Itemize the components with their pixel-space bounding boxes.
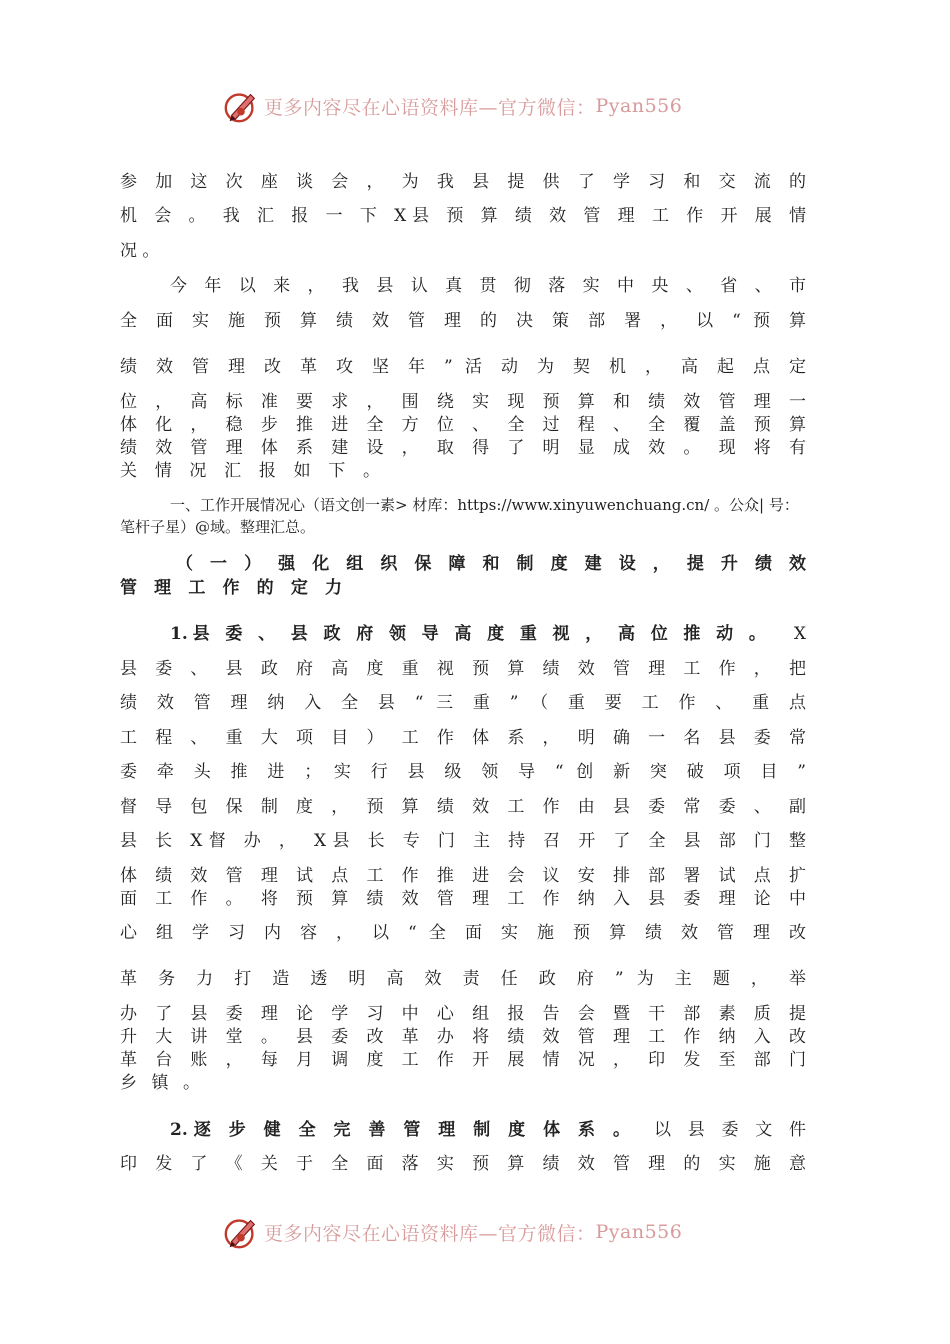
section-title-1: 一、工作开展情况心（语文创一素> 材库：https://www.xinyuwenchuang.cn/ 。公众| 号：	[170, 496, 799, 514]
text-line: 绩 效 管 理 纳 入 全 县 “ 三 重 ” （ 重 要 工 作 、 重 点	[120, 693, 806, 713]
text-line: 县 长 X督 办 ， X县 长 专 门 主 持 召 开 了 全 县 部 门 整	[120, 831, 806, 851]
para-2-lead	[170, 1119, 806, 1141]
text-line: 绩 效 管 理 体 系 建 设 ， 取 得 了 明 显 成 效 。 现 将 有	[120, 438, 806, 458]
pen-logo-icon	[222, 87, 260, 125]
para-1-tail: X	[793, 624, 806, 644]
text-line: 革 务 力 打 造 透 明 高 效 责 任 政 府 ” 为 主 题 ， 举	[120, 969, 806, 989]
para-1-bold: 1.县 委 、 县 政 府 领 导 高 度 重 视 ， 高 位 推 动 。	[170, 624, 766, 644]
text-line: 办 了 县 委 理 论 学 习 中 心 组 报 告 会 暨 干 部 素 质 提	[120, 1004, 806, 1024]
text-line: 委 牵 头 推 进 ； 实 行 县 级 领 导 “ 创 新 突 破 项 目 ”	[120, 762, 806, 782]
subheading-1-cont: 管 理 工 作 的 定 力	[120, 578, 342, 598]
text-line: 升 大 讲 堂 。 县 委 改 革 办 将 绩 效 管 理 工 作 纳 入 改	[120, 1027, 806, 1047]
text-line: 绩 效 管 理 改 革 攻 坚 年 ” 活 动 为 契 机 ， 高 起 点 定	[120, 357, 806, 377]
banner-wechat: Pyan556	[595, 1221, 683, 1243]
footer-banner	[0, 1212, 950, 1252]
text-line: 县 委 、 县 政 府 高 度 重 视 预 算 绩 效 管 理 工 作 ， 把	[120, 659, 806, 679]
text-line: 乡 镇 。	[120, 1073, 200, 1093]
text-line: 督 导 包 保 制 度 ， 预 算 绩 效 工 作 由 县 委 常 委 、 副	[120, 797, 806, 817]
para-1-lead	[170, 623, 806, 645]
text-line: 体 绩 效 管 理 试 点 工 作 推 进 会 议 安 排 部 署 试 点 扩	[120, 866, 806, 886]
text-line: 况 。	[120, 241, 160, 261]
banner-wechat: Pyan556	[595, 95, 683, 117]
text-line: 今 年 以 来 ， 我 县 认 真 贯 彻 落 实 中 央 、 省 、 市	[170, 276, 806, 296]
text-line: 体 化 ， 稳 步 推 进 全 方 位 、 全 过 程 、 全 覆 盖 预 算	[120, 415, 806, 435]
section-title-1-cont: 笔杆子星）@域。整理汇总。	[120, 518, 316, 536]
para-2-tail: 以 县 委 文 件	[654, 1120, 806, 1140]
text-line: 革 台 账 ， 每 月 调 度 工 作 开 展 情 况 ， 印 发 至 部 门	[120, 1050, 806, 1070]
banner-text: 更多内容尽在心语资料库—官方微信：	[264, 1222, 596, 1245]
text-line: 全 面 实 施 预 算 绩 效 管 理 的 决 策 部 署 ， 以 “ 预 算	[120, 311, 806, 331]
banner-text: 更多内容尽在心语资料库—官方微信：	[264, 96, 596, 119]
text-line: 参 加 这 次 座 谈 会 ， 为 我 县 提 供 了 学 习 和 交 流 的	[120, 172, 806, 192]
text-line: 心 组 学 习 内 容 ， 以 “ 全 面 实 施 预 算 绩 效 管 理 改	[120, 923, 806, 943]
para-2-bold: 2.逐 步 健 全 完 善 管 理 制 度 体 系 。	[170, 1120, 630, 1140]
text-line: 工 程 、 重 大 项 目 ） 工 作 体 系 ， 明 确 一 名 县 委 常	[120, 728, 806, 748]
text-line: 面 工 作 。 将 预 算 绩 效 管 理 工 作 纳 入 县 委 理 论 中	[120, 889, 806, 909]
header-banner	[0, 86, 950, 126]
text-line: 印 发 了 《 关 于 全 面 落 实 预 算 绩 效 管 理 的 实 施 意	[120, 1154, 806, 1174]
text-line: 位 ， 高 标 准 要 求 ， 围 绕 实 现 预 算 和 绩 效 管 理 一	[120, 392, 806, 412]
text-line: 关 情 况 汇 报 如 下 。	[120, 461, 380, 481]
pen-logo-icon	[222, 1213, 260, 1251]
subheading-1: （ 一 ） 强 化 组 织 保 障 和 制 度 建 设 ， 提 升 绩 效	[176, 554, 806, 574]
text-line: 机 会 。 我 汇 报 一 下 X县 预 算 绩 效 管 理 工 作 开 展 情	[120, 206, 806, 226]
